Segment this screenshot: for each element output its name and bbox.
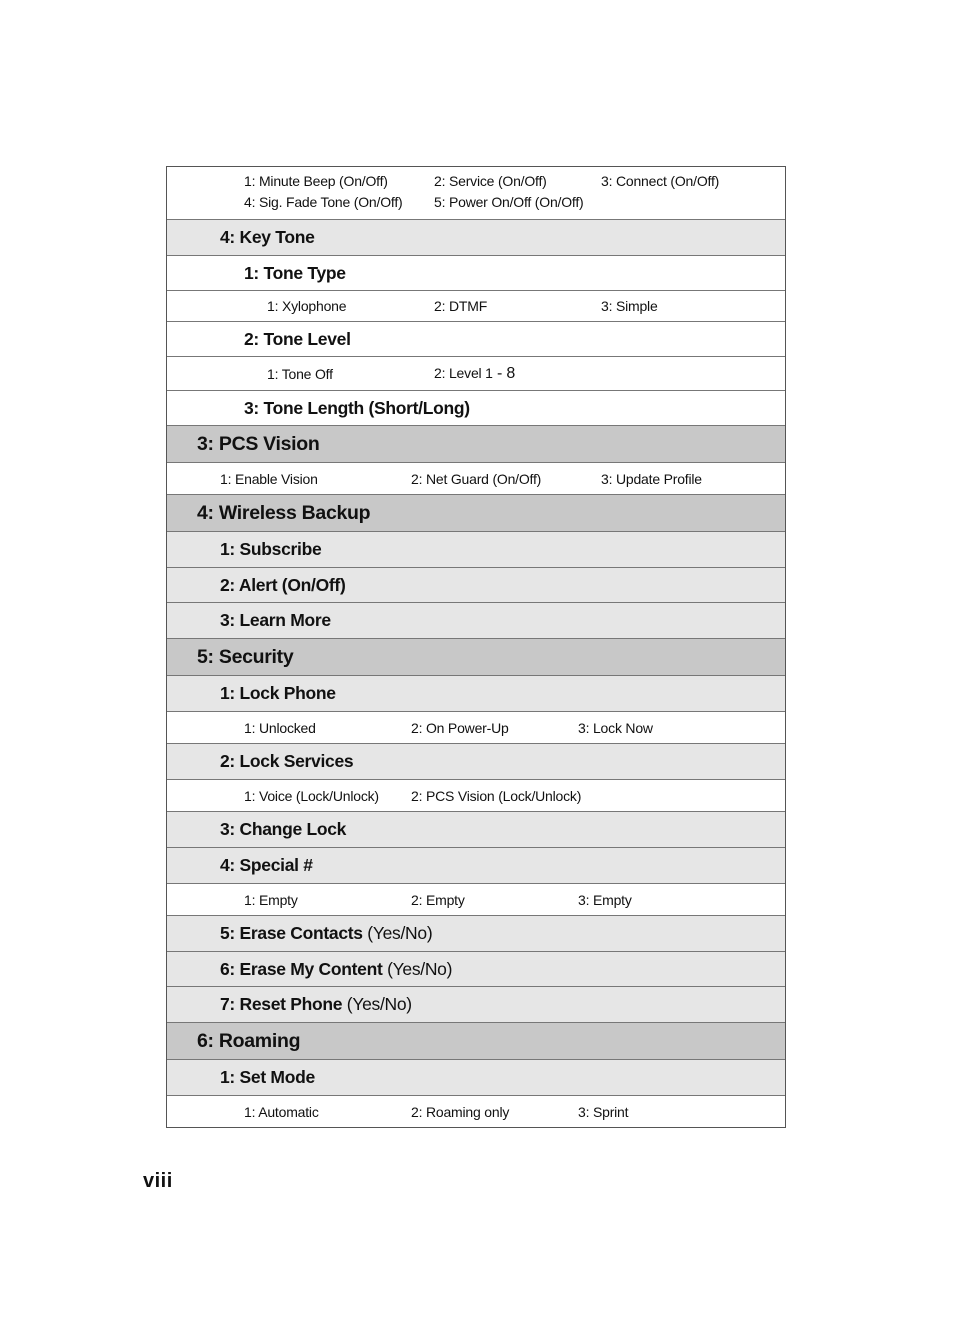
erase-content-suffix: (Yes/No) — [382, 958, 453, 979]
change-lock-label: 3: Change Lock — [220, 819, 347, 839]
menu-section-pcs-vision — [167, 426, 785, 463]
menu-section-security — [167, 639, 785, 676]
reset-phone-suffix: (Yes/No) — [342, 994, 412, 1014]
menu-row-tone-length — [167, 391, 785, 426]
options-row-tone-level — [167, 357, 785, 391]
option-power-on-off: 5: Power On/Off (On/Off) — [434, 194, 584, 210]
option-on-power-up: 2: On Power-Up — [411, 719, 509, 736]
menu-row-special — [167, 848, 785, 884]
option-minute-beep: 1: Minute Beep (On/Off) — [244, 173, 388, 189]
menu-row-lock-phone — [167, 676, 785, 712]
page-number: viii — [143, 1170, 173, 1192]
menu-row-learn-more — [167, 603, 785, 639]
pcs-vision-label: 3: PCS Vision — [197, 432, 320, 455]
set-mode-label: 1: Set Mode — [220, 1067, 315, 1087]
menu-row-erase-content — [167, 952, 785, 987]
menu-row-subscribe — [167, 532, 785, 568]
settings-menu-table — [166, 166, 786, 1128]
roaming-label: 6: Roaming — [197, 1029, 301, 1052]
menu-section-wireless-backup — [167, 495, 785, 532]
reset-phone-label: 7: Reset Phone — [220, 994, 343, 1014]
option-automatic: 1: Automatic — [244, 1103, 319, 1120]
alert-options-row — [167, 167, 785, 220]
option-level — [434, 365, 515, 383]
learn-more-label: 3: Learn More — [220, 610, 331, 630]
menu-row-lock-services — [167, 744, 785, 780]
menu-row-reset-phone — [167, 987, 785, 1023]
erase-content-item — [220, 959, 452, 980]
menu-row-key-tone — [167, 220, 785, 256]
menu-row-erase-contacts — [167, 916, 785, 952]
tone-level-label: 2: Tone Level — [244, 328, 351, 349]
option-voice-lock: 1: Voice (Lock/Unlock) — [244, 787, 379, 804]
option-dtmf: 2: DTMF — [434, 298, 488, 314]
lock-services-label: 2: Lock Services — [220, 751, 354, 771]
wireless-backup-label: 4: Wireless Backup — [197, 501, 371, 524]
options-row-pcs-vision — [167, 463, 785, 495]
alert-label: 2: Alert (On/Off) — [220, 574, 346, 595]
option-lock-now: 3: Lock Now — [578, 719, 653, 736]
menu-section-roaming — [167, 1023, 785, 1060]
option-connect: 3: Connect (On/Off) — [601, 173, 720, 189]
erase-contacts-item — [220, 923, 432, 944]
menu-row-tone-level — [167, 322, 785, 357]
erase-contacts-suffix: (Yes/No) — [362, 923, 433, 943]
menu-row-alert — [167, 568, 785, 603]
option-level-suffix: - 8 — [492, 364, 516, 382]
options-row-lock-services — [167, 780, 785, 812]
subscribe-label: 1: Subscribe — [220, 539, 322, 559]
tone-type-label: 1: Tone Type — [244, 262, 346, 283]
lock-phone-label: 1: Lock Phone — [220, 683, 336, 703]
erase-content-label: 6: Erase My Content — [220, 958, 383, 979]
reset-phone-item — [220, 994, 412, 1015]
option-xylophone: 1: Xylophone — [267, 298, 347, 314]
option-empty-2: 2: Empty — [411, 891, 465, 908]
options-row-tone-type — [167, 291, 785, 322]
option-service: 2: Service (On/Off) — [434, 173, 547, 189]
special-label: 4: Special # — [220, 855, 313, 875]
options-row-lock-phone — [167, 712, 785, 744]
options-row-special — [167, 884, 785, 916]
menu-row-change-lock — [167, 812, 785, 848]
option-update-profile: 3: Update Profile — [601, 470, 702, 487]
option-unlocked: 1: Unlocked — [244, 719, 316, 736]
erase-contacts-label: 5: Erase Contacts — [220, 923, 363, 943]
options-row-set-mode — [167, 1096, 785, 1127]
option-tone-off: 1: Tone Off — [267, 365, 333, 382]
tone-length-label: 3: Tone Length (Short/Long) — [244, 397, 470, 418]
option-sig-fade-tone: 4: Sig. Fade Tone (On/Off) — [244, 194, 403, 210]
option-pcs-vision-lock: 2: PCS Vision (Lock/Unlock) — [411, 787, 582, 804]
menu-row-set-mode — [167, 1060, 785, 1096]
option-level-prefix: 2: Level 1 — [434, 364, 493, 381]
security-label: 5: Security — [197, 645, 294, 668]
option-empty-3: 3: Empty — [578, 891, 632, 908]
option-empty-1: 1: Empty — [244, 891, 298, 908]
menu-row-tone-type — [167, 256, 785, 291]
option-roaming-only: 2: Roaming only — [411, 1103, 510, 1120]
option-net-guard: 2: Net Guard (On/Off) — [411, 470, 542, 487]
key-tone-label: 4: Key Tone — [220, 227, 315, 247]
option-simple: 3: Simple — [601, 298, 658, 314]
option-enable-vision: 1: Enable Vision — [220, 470, 318, 487]
option-sprint: 3: Sprint — [578, 1103, 629, 1120]
